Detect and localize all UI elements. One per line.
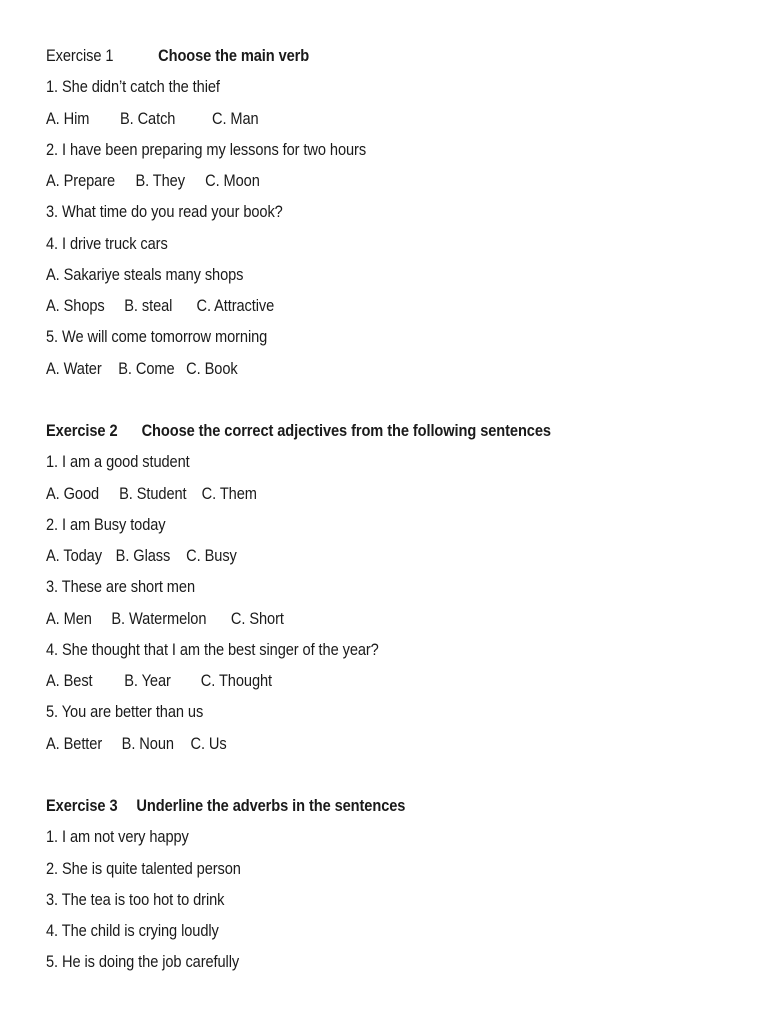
exercise-title: Choose the main verb [158,46,310,65]
option: A. Good [46,483,100,503]
option: C. Them [201,483,257,503]
option: B. They [135,171,185,190]
option: C. Busy [186,546,237,565]
option: B. Come [118,358,175,378]
answer-options [46,357,639,388]
answer-options [46,107,639,138]
exercise-title: Choose the correct adjectives from the following sentences [141,421,551,440]
question: 3. The tea is too hot to drink [46,889,225,909]
option: B. steal [124,296,173,315]
option: C. Thought [200,671,273,690]
question: 5. He is doing the job carefully [46,952,240,972]
exercise-title: Underline the adverbs in the sentences [136,796,406,815]
question: 5. You are better than us [46,702,204,722]
question: 1. I am not very happy [46,827,189,847]
question-extra: A. Sakariye steals many shops [46,264,244,284]
option: B. Year [124,671,171,690]
answer-options [46,294,639,325]
option: B. Watermelon [111,608,207,628]
spacer [46,388,736,419]
exercise-3-heading [46,794,639,825]
option: A. Him [46,108,90,128]
worksheet [46,44,736,982]
exercise-2-heading [46,419,639,450]
question: 4. I drive truck cars [46,233,168,253]
option: A. Better [46,733,103,753]
question: 1. She didn’t catch the thief [46,77,220,97]
option: A. Shops [46,296,105,315]
option: C. Attractive [196,296,275,315]
option: A. Best [46,671,93,690]
option: B. Student [119,483,187,503]
answer-options [46,607,639,638]
option: C. Short [230,608,284,628]
question: 4. The child is crying loudly [46,921,219,940]
option: B. Catch [119,108,176,128]
question: 5. We will come tomorrow morning [46,327,268,347]
answer-options [46,732,639,763]
question: 1. I am a good student [46,452,190,472]
question: 2. I have been preparing my lessons for two hours [46,139,367,159]
answer-options [46,482,639,513]
exercise-label: Exercise 2 [46,421,118,440]
exercise-label: Exercise 1 [46,46,114,65]
question: 2. She is quite talented person [46,858,241,878]
option: C. Us [190,733,227,753]
spacer [46,763,736,794]
option: C. Man [211,108,259,128]
option: A. Prepare [46,171,116,190]
option: B. Noun [121,733,174,753]
option: C. Book [186,358,238,378]
question: 3. These are short men [46,577,195,597]
question: 3. What time do you read your book? [46,202,283,222]
answer-options [46,169,639,200]
question: 4. She thought that I am the best singer of the year? [46,639,379,659]
answer-options [46,669,639,700]
exercise-label: Exercise 3 [46,796,118,815]
option: B. Glass [115,546,171,565]
question: 2. I am Busy today [46,514,166,534]
option: A. Water [46,358,102,378]
answer-options [46,544,639,575]
option: C. Moon [205,171,260,190]
option: A. Men [46,608,92,628]
option: A. Today [46,546,102,565]
exercise-1-heading [46,44,639,75]
